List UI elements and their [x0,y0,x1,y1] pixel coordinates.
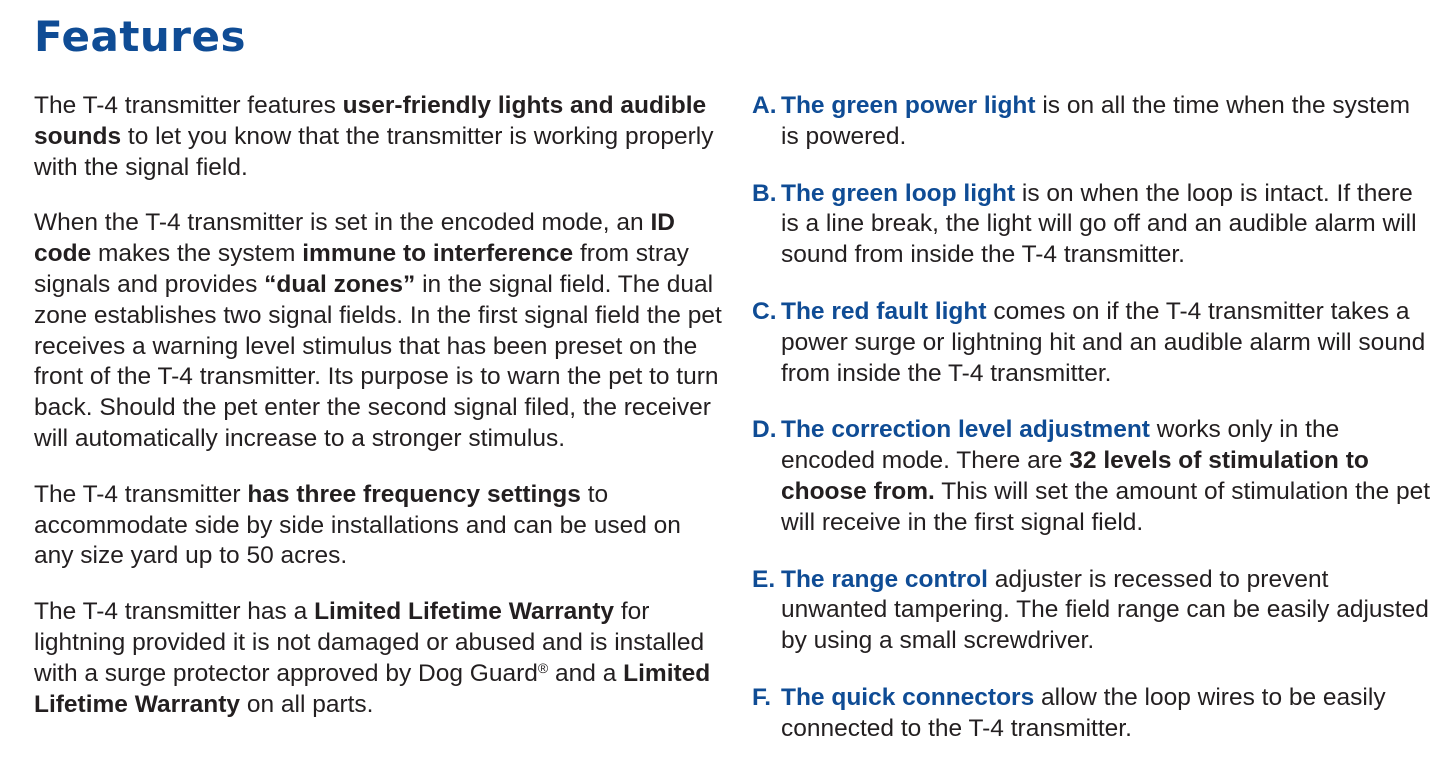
bold-text: Limited Lifetime Warranty [34,659,711,718]
item-heading: The green loop light [781,179,1016,207]
text: and a [548,659,624,687]
bold-text: immune to interference [302,240,574,268]
text: comes on if the T-4 transmitter takes a power surge or lightning hit and an audible alarm will sound from inside the T-4 transmitter. [781,297,1426,387]
text: works only in the encoded mode. There are [781,416,1340,475]
text: in the signal field. The dual zone establishes two signal fields. In the first signal field the pet receives a warning level stimulus that has been preset on the front of the T-4 transmitter. Its purpose is to warn the pet to turn back. Should the pet enter the second signal filed, the receiver will automatically increase to a stronger stimulus. [34,270,722,452]
text: makes the system [91,240,303,268]
right-column [752,91,1432,771]
item-letter: B. [752,179,777,207]
feature-item-d [752,415,1432,538]
text: to let you know that the transmitter is working properly with the signal field. [34,122,714,181]
item-letter: F. [752,683,772,711]
bold-text: ID code [34,209,675,268]
item-heading: The correction level adjustment [781,416,1150,444]
text: allow the loop wires to be easily connected to the T-4 transmitter. [781,683,1386,742]
text: This will set the amount of stimulation the pet will receive in the first signal field. [781,477,1431,536]
text: The T-4 transmitter features [34,92,343,119]
text: The T-4 transmitter has a [34,598,315,626]
bold-text: has three frequency settings [247,480,581,508]
item-letter: E. [752,565,776,593]
bold-text: Limited Lifetime Warranty [314,598,615,626]
registered-mark: ® [537,659,549,676]
bold-text: user-friendly lights and audible sounds [34,92,707,150]
item-heading: The range control [781,565,988,593]
intro-paragraph [34,91,724,183]
feature-item-f [752,683,1432,745]
frequency-paragraph [34,480,724,572]
text: on all parts. [240,690,374,718]
feature-item-b [752,179,1432,271]
text: from stray signals and provides [34,240,689,298]
left-column [34,91,724,745]
text: is on all the time when the system is powered. [781,92,1411,150]
text: for lightning provided it is not damaged or abused and is installed with a surge protector approved by Dog Guard [34,598,705,687]
warranty-paragraph [34,597,724,720]
encoded-mode-paragraph [34,208,724,454]
text: to accommodate side by side installations and can be used on any size yard up to 50 acres. [34,480,681,570]
item-heading: The green power light [781,92,1036,119]
feature-item-a [752,91,1432,153]
item-letter: A. [752,92,777,119]
feature-item-c [752,297,1432,389]
bold-text: 32 levels of stimulation to choose from. [781,447,1369,505]
item-letter: C. [752,297,777,325]
text: The T-4 transmitter [34,480,248,508]
text: When the T-4 transmitter is set in the encoded mode, an [34,209,651,237]
text: is on when the loop is intact. If there is a line break, the light will go off and an audible alarm will sound from inside the T-4 transmitter. [781,179,1417,269]
text: adjuster is recessed to prevent unwanted tampering. The field range can be easily adjusted by using a small screwdriver. [781,565,1429,655]
item-heading: The red fault light [781,297,987,325]
bold-text: “dual zones” [264,270,416,298]
page-title: Features [34,12,246,61]
feature-item-e [752,565,1432,657]
item-letter: D. [752,416,777,444]
item-heading: The quick connectors [781,683,1035,711]
